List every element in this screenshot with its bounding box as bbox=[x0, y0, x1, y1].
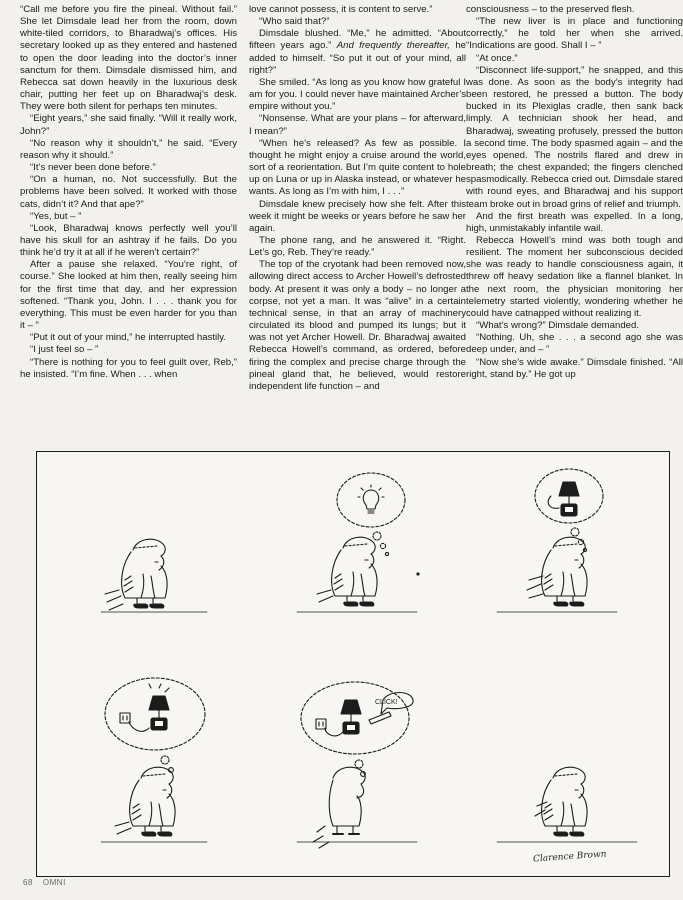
paragraph: “There is nothing for you to feel guilt over, Reb,” he insisted. “I’m fine. When . . . when bbox=[20, 356, 237, 380]
page-footer bbox=[23, 878, 76, 887]
panel-2-thought-bubble bbox=[337, 473, 405, 556]
text-column-3 bbox=[466, 4, 683, 381]
text-column-1 bbox=[20, 4, 237, 381]
panel-2-figure bbox=[317, 537, 377, 606]
paragraph: “Eight years,” she said finally. “Will it really work, John?” bbox=[20, 113, 237, 137]
text-run: Dimsdale blushed. “Me,” he admitted. “About fifteen years ago.” bbox=[249, 28, 466, 52]
paragraph: After a pause she relaxed. “You’re right, of course.” She looked at him then, really seeing him for the first time that day, and her expression softened. “Thank you, John. I . . . thank you for everything. This must be even harder for you than it – ” bbox=[20, 259, 237, 332]
paragraph: “I just feel so – ” bbox=[30, 344, 99, 356]
panel-3-figure bbox=[527, 537, 587, 606]
paragraph: And the first breath was expelled. In a long, high, unmistakably infantile wail. bbox=[466, 210, 683, 234]
paragraph: The phone rang, and he answered it. “Right. Let’s go, Reb. They’re ready.” bbox=[249, 234, 466, 259]
text-column-2 bbox=[249, 4, 466, 393]
paragraph: “On a human, no. Not successfully. But the problems have been solved. It worked with those cats, didn’t it? And that ape?” bbox=[20, 174, 237, 210]
panel-5-figure bbox=[313, 767, 365, 848]
panel-4-thought-bubble bbox=[105, 678, 205, 772]
paragraph: consciousness – to the preserved flesh. bbox=[466, 4, 635, 15]
paragraph: Rebecca Howell’s mind was both tough and resilient. The moment her subconscious decided she was ready to handle consciousness again, it threw off heavy sedation like a flannel blanket. In the next room, the physician monitoring her telemetry started violently, wondering whether he could have catnapped without realizing it. bbox=[466, 234, 683, 319]
paragraph: “Look, Bharadwaj knows perfectly well you’ll have his skull for an ashtray if he fails. Do you think he’d try it at all if he weren’t certain?” bbox=[20, 222, 237, 259]
panel-3-thought-bubble bbox=[535, 469, 603, 552]
paragraph: She smiled. “As long as you know how grateful I am for you. I could never have maintained Archer’s empire without you.” bbox=[249, 76, 466, 113]
panel-5-thought-bubble bbox=[301, 682, 413, 776]
cartoon-panel bbox=[36, 451, 670, 877]
paragraph: “Disconnect life-support,” he snapped, and this was done. As soon as the body’s integrity had been restored, he pressed a button. The body bucked in its Plexiglas cradle, then sank back limply. A technician shook her head, and Bharadwaj, sweating profusely, pressed the button a second time. The body spasmed again – and the eyes opened. The nostrils flared and drew in breath; the chest expanded; the fingers clenched spasmodically. Rebecca cried out. Dimsdale stared with round eyes, and Bharadwaj and his support team broke out in broad grins of relief and triumph. bbox=[466, 64, 683, 210]
paragraph: “Now she’s wide awake.” Dimsdale finished. “All right, stand by.” He got up bbox=[466, 356, 683, 380]
paragraph: “What’s wrong?” Dimsdale demanded. bbox=[476, 320, 639, 332]
paragraph: “No reason why it shouldn’t,” he said. “Every reason why it should.” bbox=[20, 137, 237, 161]
paragraph: “Who said that?” bbox=[259, 16, 330, 28]
paragraph: “Nothing. Uh, she . . . a second ago she was deep under, and – ” bbox=[466, 332, 683, 356]
cartoon-illustration bbox=[37, 452, 669, 876]
panel-1-figure bbox=[105, 539, 167, 610]
page-number: 68 bbox=[23, 878, 33, 887]
paragraph: “Put it out of your mind,” he interrupted hastily. bbox=[30, 332, 227, 344]
paragraph: “The new liver is in place and functioning correctly,” he told her when she arrived. “Indications are good. Shall I – ” bbox=[466, 16, 683, 52]
italic-text-run: And frequently thereafter, bbox=[336, 40, 450, 52]
ink-dot bbox=[416, 572, 419, 575]
paragraph: “It’s never been done before.” bbox=[30, 162, 156, 174]
paragraph: “Call me before you fire the pineal. Without fail.” She let Dimsdale lead her from the room, down white-tiled corridors, to Bharadwaj’s offices. His secretary looked up as they entered and hastened to open the door leading into the doctor’s inner sanctum for them. Dimsdale dismissed him, and Rebecca sat down heavily in the luxurious desk chair, putting her feet up on Bharadwaj’s desk. They were both silent for perhaps ten minutes. bbox=[20, 4, 237, 113]
artist-signature: Clarence Brown bbox=[533, 849, 608, 865]
paragraph: “Yes, but – ” bbox=[30, 210, 82, 222]
magazine-name: OMNI bbox=[42, 878, 66, 887]
speech-balloon-text: CLICK! bbox=[375, 699, 398, 706]
paragraph: The top of the cryotank had been removed now, allowing direct access to Archer Howell’s defrosted body. At present it was only a body – no longer a corpse, not yet a man. It was “alive” in a certain technical sense, in that an array of machinery circulated its blood and pumped its lungs; but it was not yet Archer Howell. Dr. Bharadwaj awaited Rebecca Howell’s command, as ordered, before firing the complex and precise charge through the pineal gland that, he believed, would restore independent life function – and bbox=[249, 259, 466, 392]
panel-6-figure bbox=[535, 767, 587, 836]
panel-4-figure bbox=[115, 767, 175, 836]
paragraph: Dimsdale knew precisely how she felt. After this week it might be weeks or years before he saw her again. bbox=[249, 198, 466, 234]
paragraph: “When he’s released? As few as possible. I thought he might enjoy a cruise around the world, sort of a reorientation. But I’m quite content to hole up on Luna or up in Alaska instead, or whatever he wants. As long as I’m with him, I . . .” bbox=[249, 137, 466, 198]
paragraph: “At once.” bbox=[476, 52, 518, 64]
paragraph: “Nonsense. What are your plans – for afterward, I mean?” bbox=[249, 113, 466, 137]
paragraph: love cannot possess, it is content to serve.” bbox=[249, 4, 433, 15]
paragraph bbox=[249, 28, 466, 77]
text-run: he added to himself. “So put it out of your mind, all right?” bbox=[249, 40, 467, 76]
